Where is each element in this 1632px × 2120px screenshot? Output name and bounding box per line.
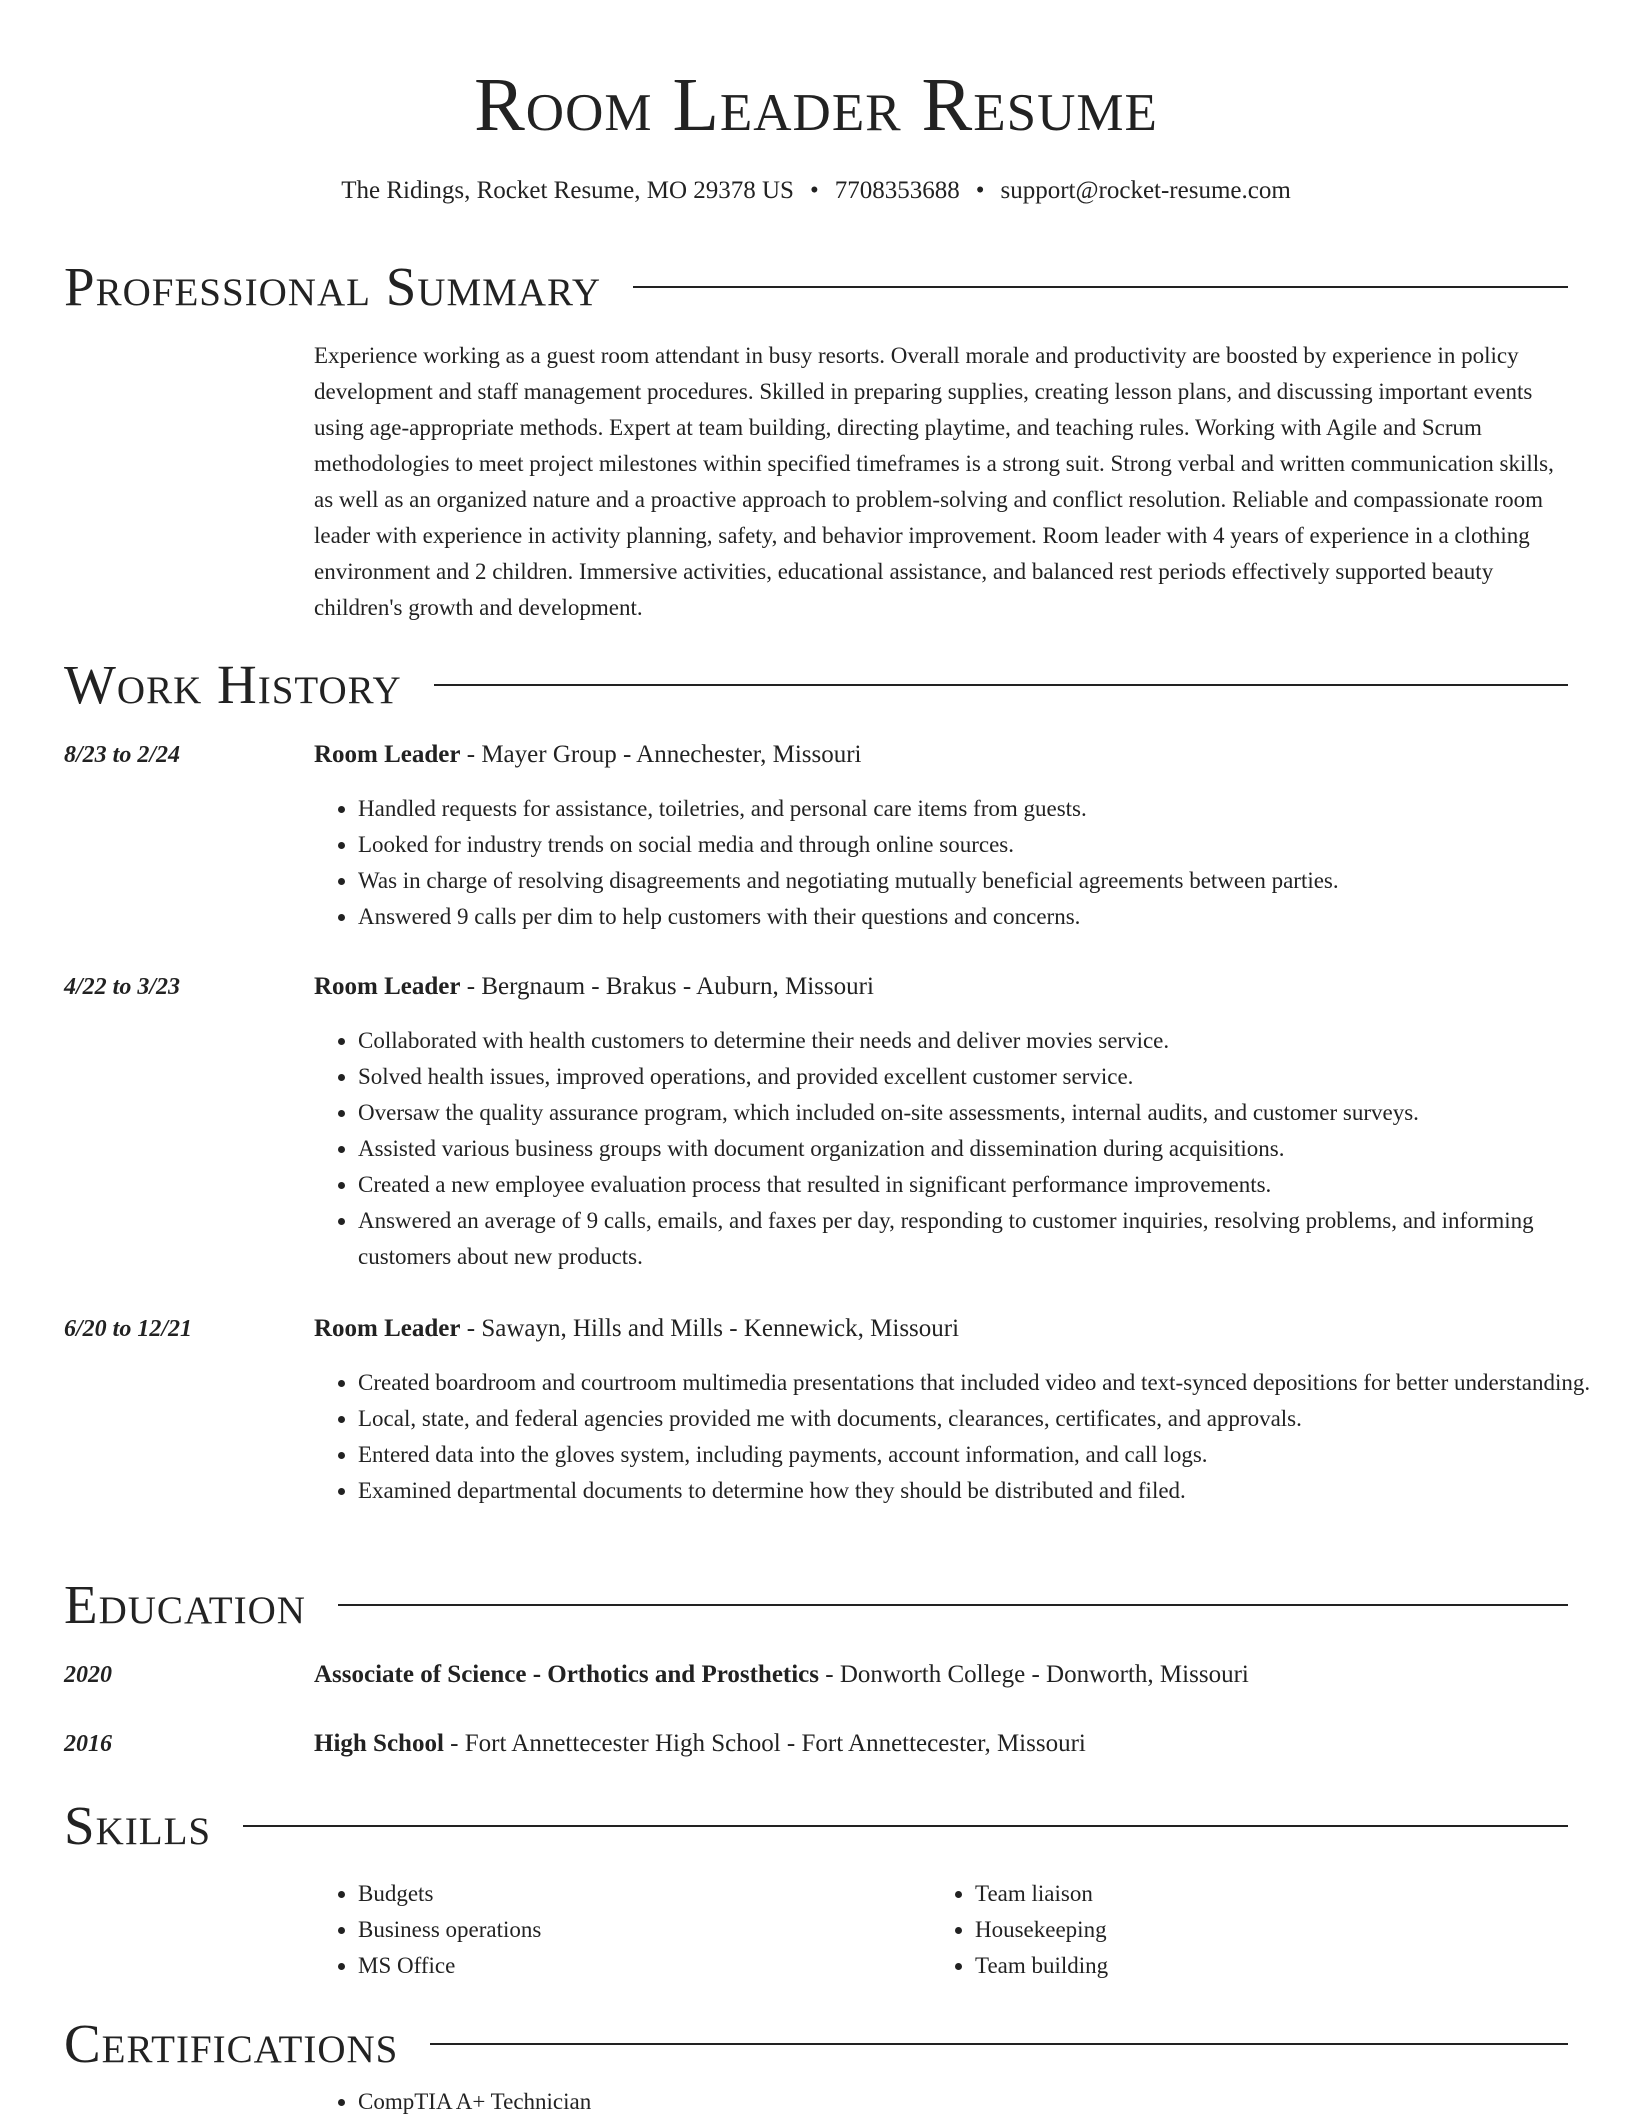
section-divider <box>243 1825 1568 1827</box>
job-title <box>314 1311 1568 1347</box>
education-details: - Fort Annettecester High School - Fort Annettecester, Missouri <box>443 1730 1086 1757</box>
summary-text: Experience working as a guest room attendant in busy resorts. Overall morale and productivity are boosted by experience in policy development and staff management procedures. Skilled in preparing supplies, creating lesson plans, and discussing important events using age-appropriate methods. Expert at team building, directing playtime, and teaching rules. Working with Agile and Scrum methodologies to meet project milestones within specified timeframes is a strong suit. Strong verbal and written communication skills, as well as an organized nature and a proactive approach to problem-solving and conflict resolution. Reliable and compassionate room leader with experience in activity planning, safety, and behavior improvement. Room leader with 4 years of experience in a clothing environment and 2 children. Immersive activities, educational assistance, and balanced rest periods effectively supported beauty children's growth and development. <box>314 343 1554 620</box>
education-year: 2020 <box>64 1662 112 1688</box>
skill-item: • Team building <box>975 1948 1535 1984</box>
education-heading: Education <box>64 1574 306 1635</box>
job-dates: 8/23 to 2/24 <box>64 742 181 768</box>
job-bullet: • Solved health issues, improved operations, and provided excellent customer service. <box>358 1059 1610 1095</box>
section-divider <box>633 286 1568 288</box>
contact-address: The Ridings, Rocket Resume, MO 29378 US <box>341 177 794 204</box>
job-bullet: • Entered data into the gloves system, including payments, account information, and call logs. <box>358 1437 1610 1473</box>
job-details: - Bergnaum - Brakus - Auburn, Missouri <box>460 973 874 1000</box>
certification-item: • CompTIA A+ Technician <box>358 2084 1558 2120</box>
job-bullet: • Local, state, and federal agencies provided me with documents, clearances, certificates, and approvals. <box>358 1401 1610 1437</box>
certifications-section-heading <box>64 2014 1568 2074</box>
job-bullet: • Answered an average of 9 calls, emails, and faxes per day, responding to customer inquiries, resolving problems, and informing customers about new products. <box>358 1203 1610 1275</box>
job-bullet: • Created a new employee evaluation process that resulted in significant performance improvements. <box>358 1167 1610 1203</box>
job-role: Room Leader <box>314 741 461 768</box>
job-bullets <box>314 1365 1610 1509</box>
section-divider <box>430 2043 1568 2045</box>
job-bullets <box>314 1023 1610 1275</box>
job-bullet: • Was in charge of resolving disagreements and negotiating mutually beneficial agreements between parties. <box>358 863 1610 899</box>
job-dates: 4/22 to 3/23 <box>64 974 181 1000</box>
job-details: - Sawayn, Hills and Mills - Kennewick, Missouri <box>460 1315 960 1342</box>
resume-title: Room Leader Resume <box>474 63 1158 147</box>
skills-list-right <box>931 1876 1535 1984</box>
skills-list-left <box>314 1876 918 1984</box>
skills-section-heading <box>64 1796 1568 1856</box>
contact-email: support@rocket-resume.com <box>1000 177 1291 204</box>
education-year: 2016 <box>64 1731 112 1757</box>
job-bullet: • Answered 9 calls per dim to help customers with their questions and concerns. <box>358 899 1610 935</box>
work-section-heading <box>64 655 1568 715</box>
job-details: - Mayer Group - Annechester, Missouri <box>460 741 862 768</box>
contact-phone: 7708353688 <box>834 177 960 204</box>
job-bullet: • Examined departmental documents to determine how they should be distributed and filed. <box>358 1473 1610 1509</box>
education-title <box>314 1657 1568 1693</box>
certifications-heading: Certifications <box>64 2013 399 2074</box>
job-bullet: • Handled requests for assistance, toiletries, and personal care items from guests. <box>358 791 1610 827</box>
education-section-heading <box>64 1575 1568 1635</box>
skill-item: • MS Office <box>358 1948 918 1984</box>
job-role: Room Leader <box>314 973 461 1000</box>
certifications-list <box>314 2084 1558 2120</box>
contact-line <box>0 176 1632 206</box>
skills-heading: Skills <box>64 1795 212 1856</box>
job-bullets <box>314 791 1610 935</box>
job-title <box>314 969 1568 1005</box>
section-divider <box>434 684 1568 686</box>
job-role: Room Leader <box>314 1315 461 1342</box>
skill-item: • Team liaison <box>975 1876 1535 1912</box>
summary-heading: Professional Summary <box>64 256 602 317</box>
contact-separator: • <box>975 177 985 204</box>
job-bullet: • Collaborated with health customers to determine their needs and deliver movies service. <box>358 1023 1610 1059</box>
education-degree: Associate of Science - Orthotics and Prosthetics <box>314 1661 820 1688</box>
contact-separator: • <box>809 177 819 204</box>
section-divider <box>338 1604 1568 1606</box>
job-bullet: • Created boardroom and courtroom multimedia presentations that included video and text-synced depositions for better understanding. <box>358 1365 1610 1401</box>
skill-item: • Business operations <box>358 1912 918 1948</box>
job-bullet: • Oversaw the quality assurance program, which included on-site assessments, internal audits, and customer surveys. <box>358 1095 1610 1131</box>
skill-item: • Housekeeping <box>975 1912 1535 1948</box>
job-title <box>314 737 1568 773</box>
job-dates: 6/20 to 12/21 <box>64 1316 193 1342</box>
summary-section-heading <box>64 257 1568 317</box>
education-degree: High School <box>314 1730 444 1757</box>
job-bullet: • Assisted various business groups with document organization and dissemination during acquisitions. <box>358 1131 1610 1167</box>
job-bullet: • Looked for industry trends on social media and through online sources. <box>358 827 1610 863</box>
skill-item: • Budgets <box>358 1876 918 1912</box>
education-details: - Donworth College - Donworth, Missouri <box>819 1661 1249 1688</box>
education-title <box>314 1726 1568 1762</box>
work-heading: Work History <box>64 654 402 715</box>
